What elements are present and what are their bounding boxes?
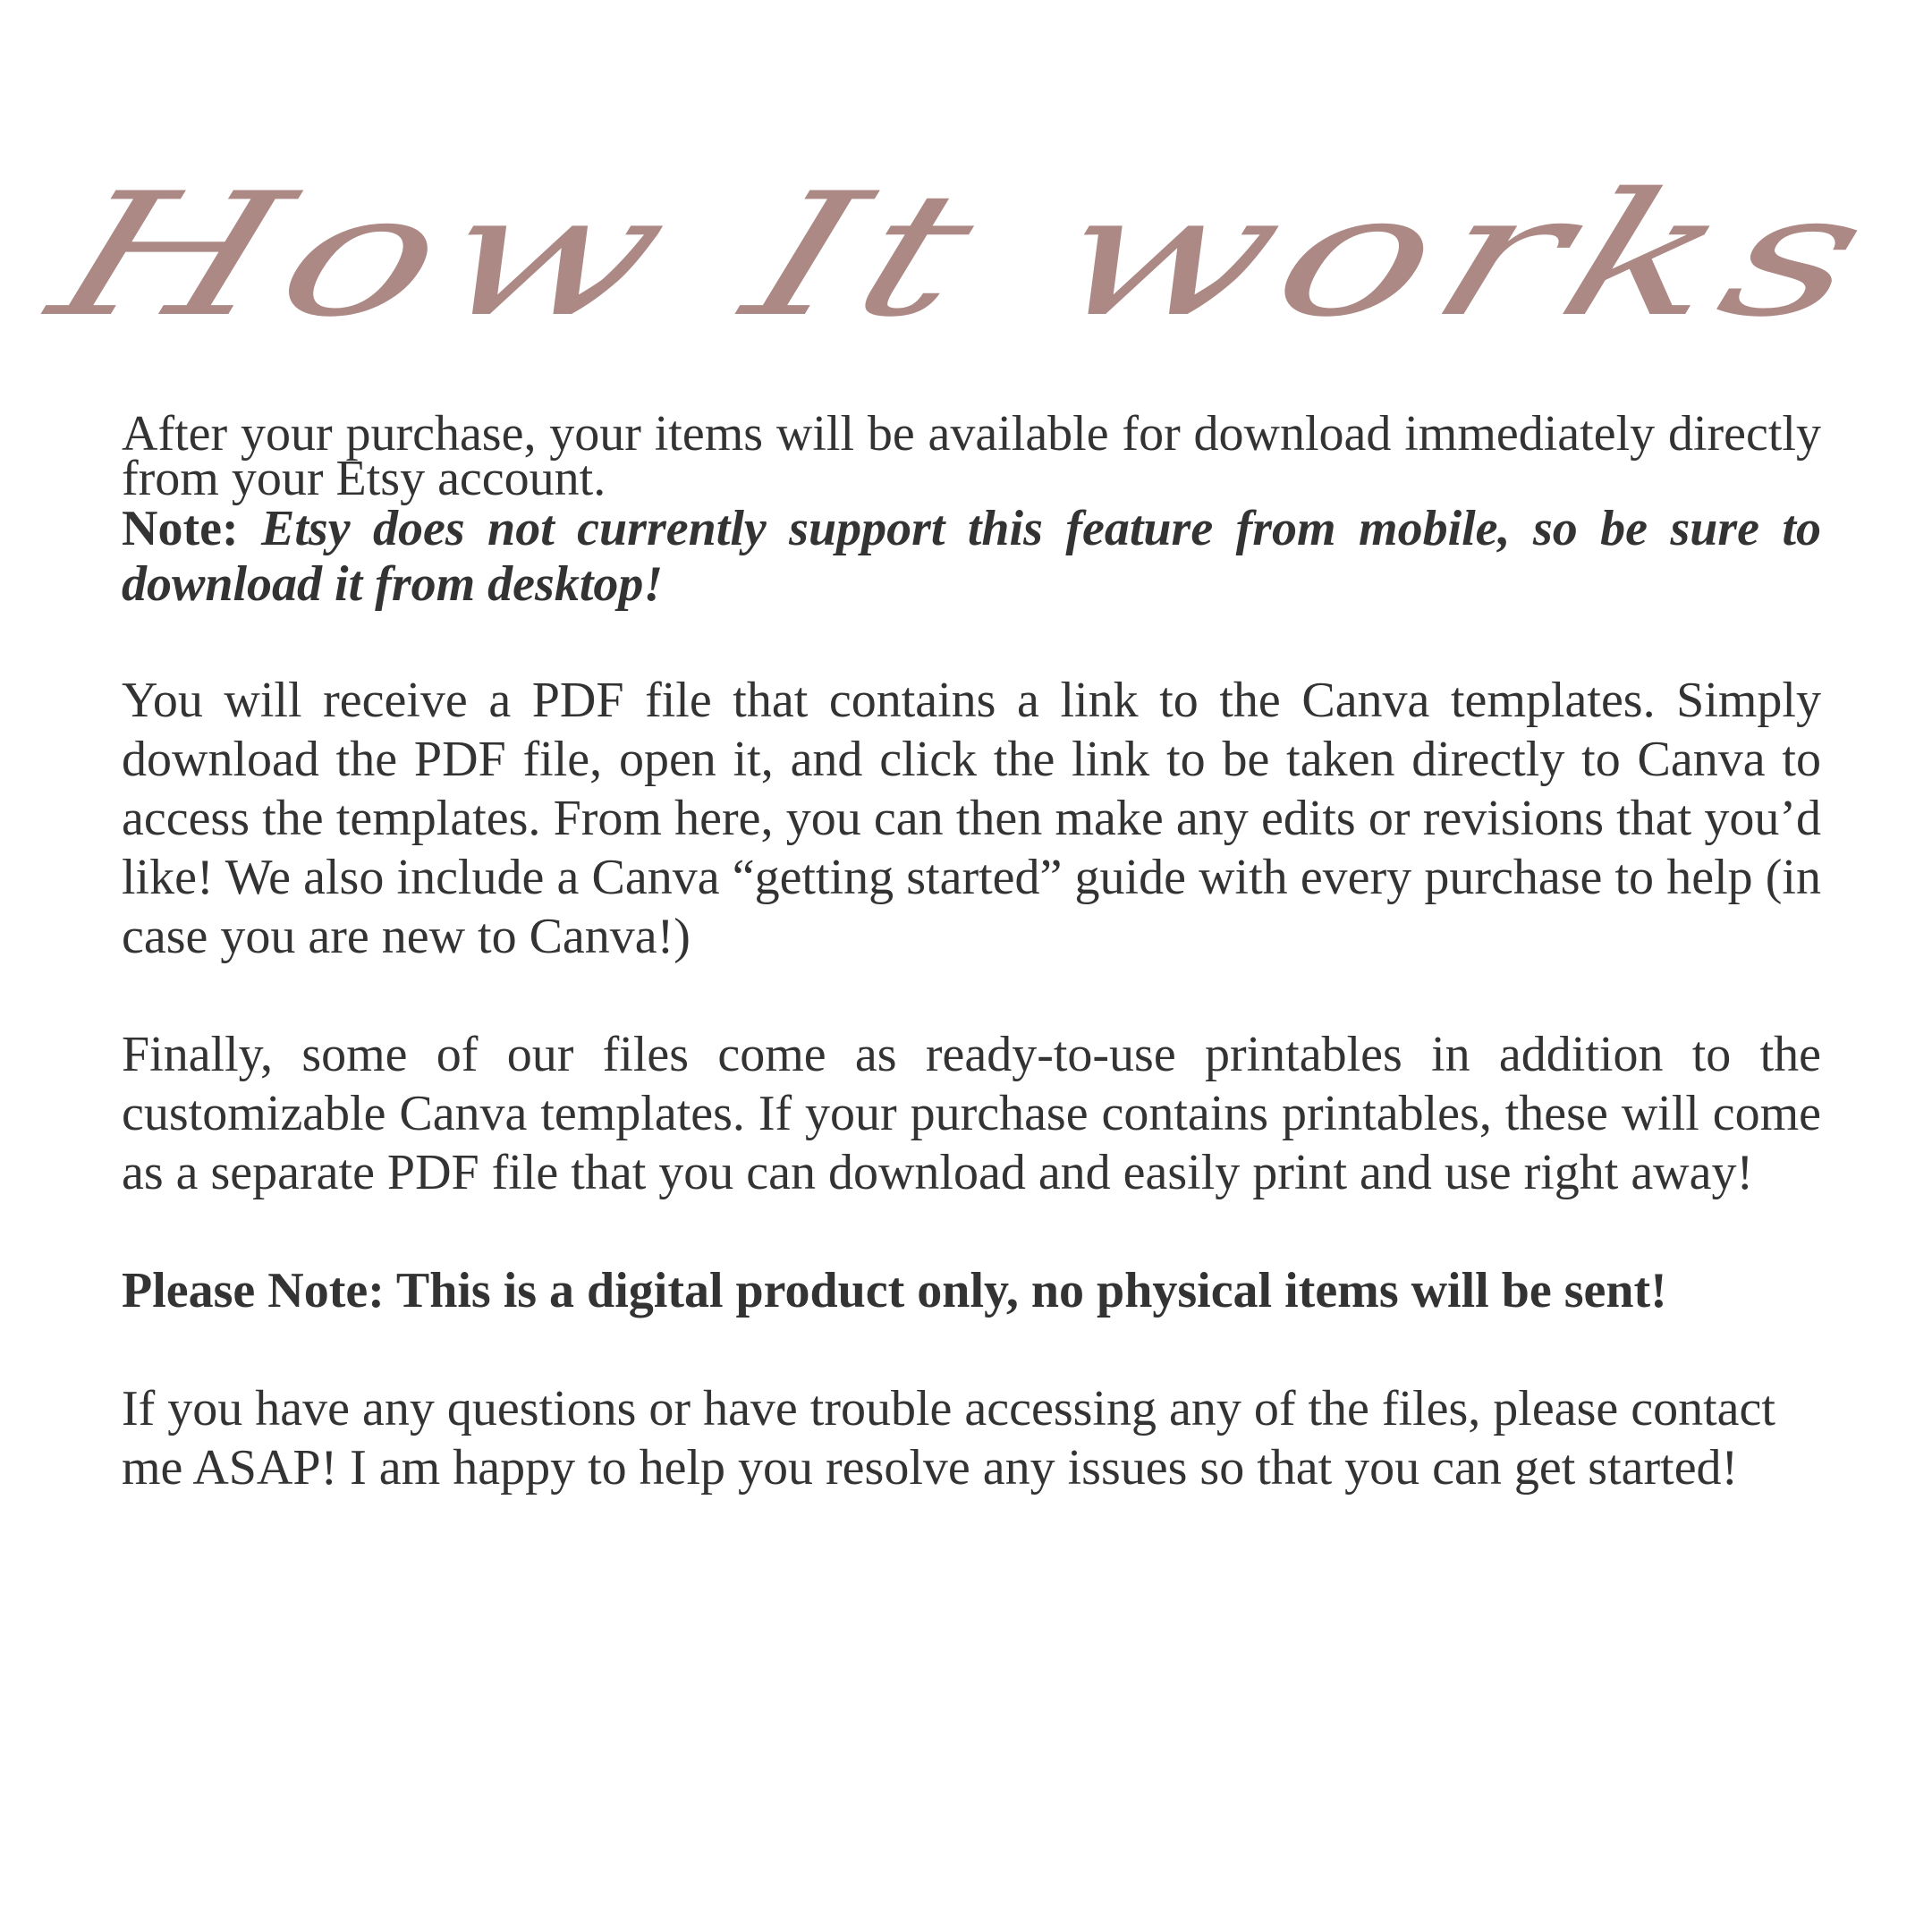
spacer — [122, 612, 1821, 671]
digital-product-note: Please Note: This is a digital product only, no physical items will be sent! — [122, 1263, 1667, 1318]
intro-paragraph: After your purchase, your items will be available for download immediately directly from your Etsy account. — [122, 406, 1821, 506]
note-text: Etsy does not currently support this feature from mobile, so be sure to download it from desktop! — [122, 501, 1821, 612]
title-container — [0, 134, 1932, 376]
contact-paragraph: If you have any questions or have trouble accessing any of the files, please contact me ASAP! I am happy to help you resolve any issues so that you can get started! — [122, 1381, 1775, 1496]
note-label: Note: — [122, 501, 239, 556]
spacer — [122, 1320, 1821, 1379]
body-content — [122, 406, 1821, 1497]
page-title: How It works — [31, 156, 1901, 354]
mobile-note — [122, 501, 1821, 612]
printables-paragraph: Finally, some of our files come as ready-to-use printables in addition to the customizable Canva templates. If your purchase contains printables, these will come as a separate PDF file that you can download and easily print and use right away! — [122, 1027, 1821, 1200]
spacer — [122, 966, 1821, 1025]
spacer — [122, 1202, 1821, 1261]
canva-paragraph: You will receive a PDF file that contains a link to the Canva templates. Simply download the PDF file, open it, and click the link to be taken directly to Canva to access the templates. From here, you can then make any edits or revisions that you’d like! We also include a Canva “getting started” guide with every purchase to help (in case you are new to Canva!) — [122, 673, 1821, 964]
